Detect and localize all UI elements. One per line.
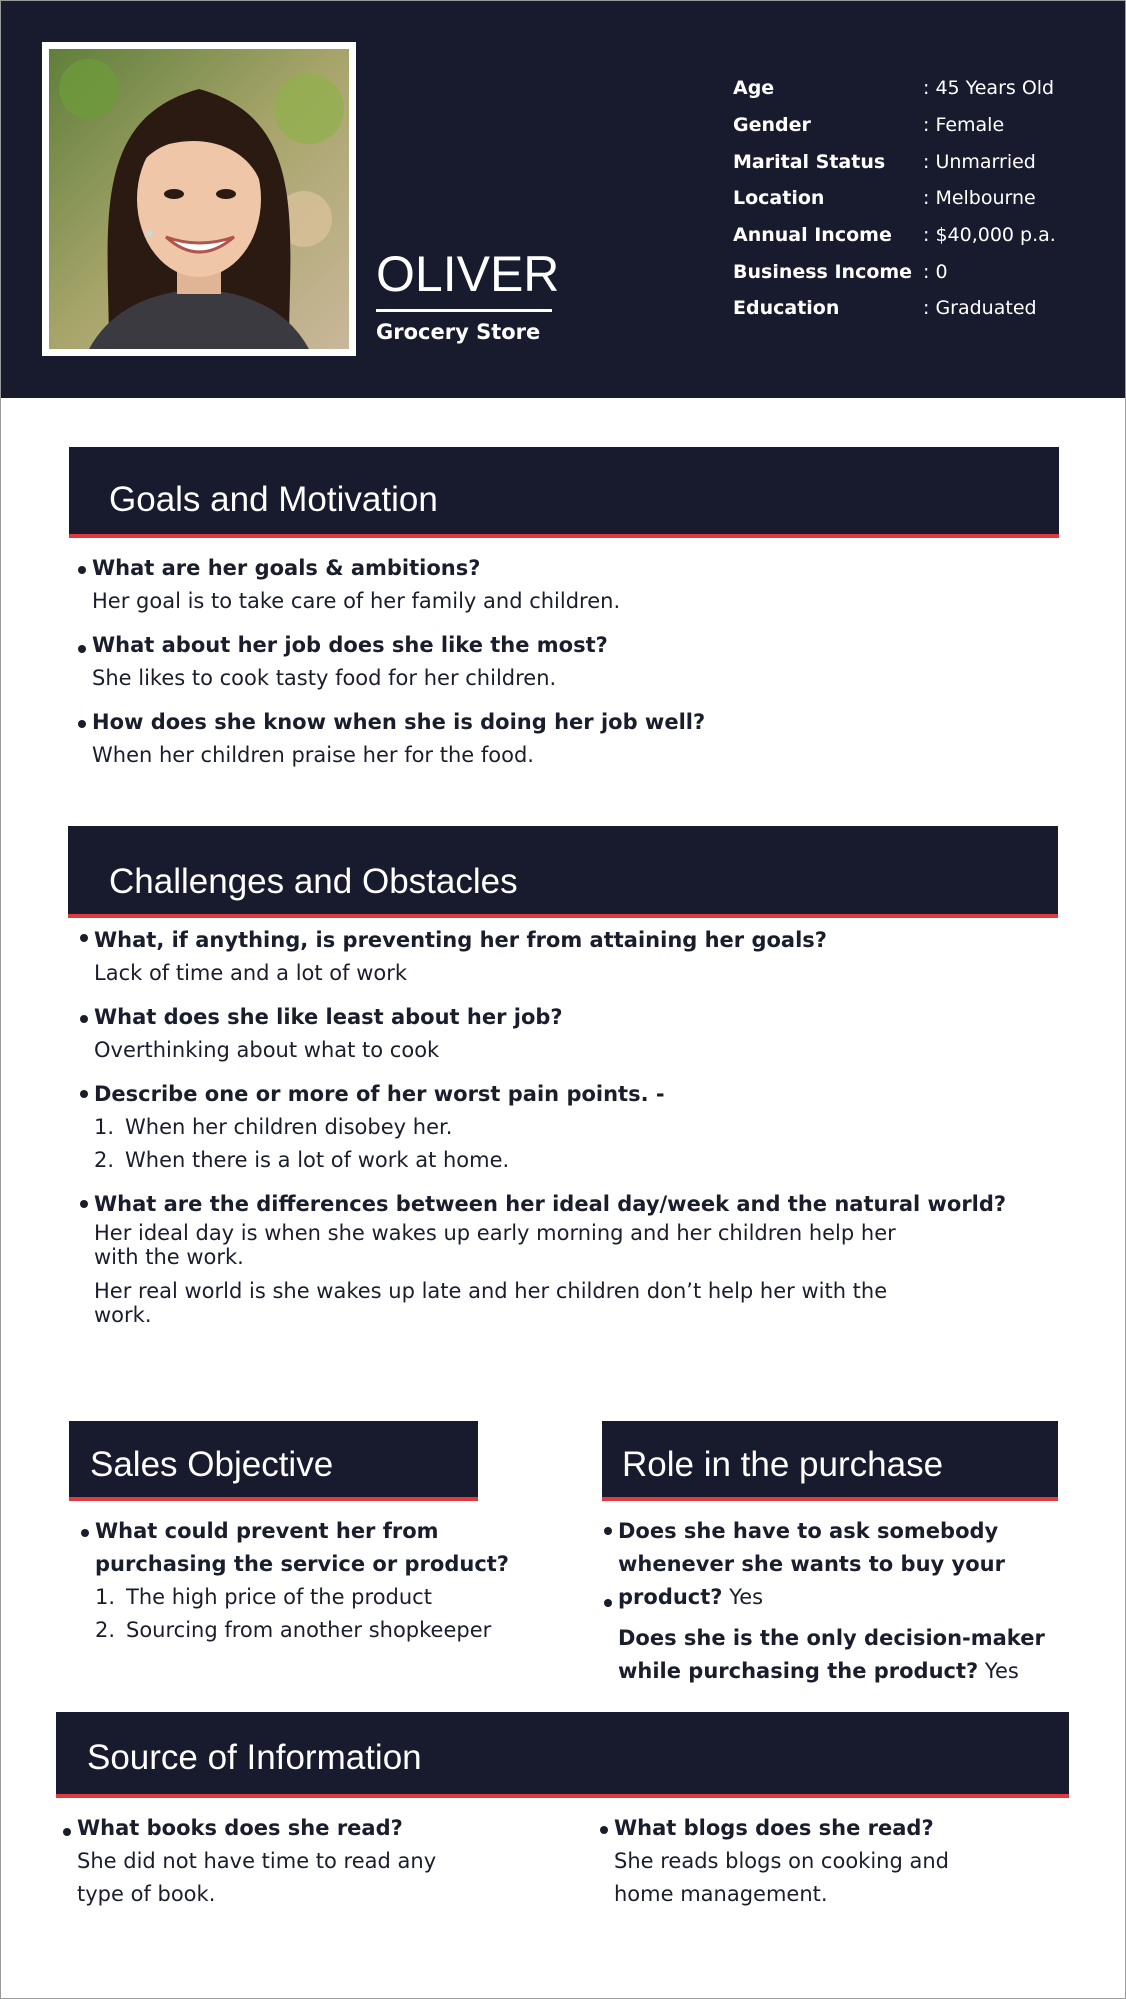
bullet-icon <box>604 1599 612 1607</box>
goals-item <box>92 629 1052 695</box>
info-value: : Melbourne <box>923 187 1036 210</box>
challenges-question: What are the differences between her ideal day/week and the natural world? <box>94 1192 1007 1216</box>
challenges-answer: Lack of time and a lot of work <box>94 961 408 985</box>
list-number: 1. <box>95 1585 116 1609</box>
pain-point-item <box>94 1144 1084 1177</box>
answer-line: work. <box>94 1303 152 1327</box>
info-row-marital-status <box>733 143 1113 180</box>
info-key: Business Income <box>733 260 913 283</box>
bullet-icon <box>78 566 86 574</box>
sales-reason-item <box>95 1581 565 1614</box>
sales-question: What could prevent her from <box>95 1519 439 1543</box>
goals-answer: When her children praise her for the food. <box>92 743 534 767</box>
answer-line: Her real world is she wakes up late and her children don’t help her with the <box>94 1279 888 1303</box>
profile-photo-frame <box>42 42 356 356</box>
challenges-question: What, if anything, is preventing her from attaining her goals? <box>94 928 827 952</box>
source-blogs <box>614 1812 1094 1911</box>
sales-list <box>95 1515 565 1647</box>
info-row-gender <box>733 107 1113 144</box>
bullet-icon <box>600 1826 608 1834</box>
role-question: whenever she wants to buy your <box>618 1552 1005 1576</box>
bullet-icon <box>604 1527 612 1535</box>
info-row-age <box>733 70 1113 107</box>
persona-name: OLIVER <box>376 246 560 302</box>
info-value: : $40,000 p.a. <box>923 224 1056 247</box>
role-question: product? <box>618 1585 723 1609</box>
info-row-education <box>733 290 1113 327</box>
bullet-icon <box>81 1529 89 1537</box>
goals-answer: She likes to cook tasty food for her children. <box>92 666 557 690</box>
challenges-item <box>94 1188 1084 1327</box>
goals-item <box>92 706 1052 772</box>
sales-reason-text: Sourcing from another shopkeeper <box>126 1618 492 1642</box>
challenges-question: Describe one or more of her worst pain points. - <box>94 1082 665 1106</box>
challenges-section-title: Challenges and Obstacles <box>109 862 518 901</box>
goals-answer: Her goal is to take care of her family and children. <box>92 589 621 613</box>
info-row-business-income <box>733 253 1113 290</box>
list-number: 1. <box>94 1115 115 1139</box>
info-value: : Female <box>923 114 1005 137</box>
role-question: while purchasing the product? <box>618 1659 979 1683</box>
info-key: Education <box>733 297 840 320</box>
goals-item <box>92 552 1052 618</box>
demographics-list <box>733 70 1113 327</box>
info-row-annual-income <box>733 217 1113 254</box>
persona-role: Grocery Store <box>376 320 541 344</box>
answer-line: Her ideal day is when she wakes up early morning and her children help her <box>94 1221 896 1245</box>
sales-reason-text: The high price of the product <box>126 1585 432 1609</box>
sales-item <box>95 1515 565 1647</box>
bullet-icon <box>80 1015 88 1023</box>
goals-question: What are her goals & ambitions? <box>92 556 481 580</box>
role-question: Does she have to ask somebody <box>618 1519 999 1543</box>
bullet-icon <box>63 1828 71 1836</box>
info-key: Gender <box>733 114 811 137</box>
info-value: : Graduated <box>923 297 1037 320</box>
answer-line: with the work. <box>94 1245 244 1269</box>
role-answer: Yes <box>729 1585 764 1609</box>
info-row-location <box>733 180 1113 217</box>
role-answer: Yes <box>984 1659 1019 1683</box>
source-books <box>77 1812 557 1911</box>
pain-point-item <box>94 1111 1084 1144</box>
sales-question: purchasing the service or product? <box>95 1552 509 1576</box>
role-question: Does she is the only decision-maker <box>618 1626 1045 1650</box>
role-question-line <box>618 1655 1088 1688</box>
role-section-title: Role in the purchase <box>622 1445 944 1484</box>
name-underline <box>376 309 552 312</box>
pain-point-text: When her children disobey her. <box>125 1115 453 1139</box>
profile-header <box>0 0 1126 398</box>
info-key: Marital Status <box>733 150 886 173</box>
bullet-icon <box>80 1090 88 1098</box>
sales-section-title: Sales Objective <box>90 1445 334 1484</box>
challenges-item <box>94 1001 1084 1067</box>
challenges-question: What does she like least about her job? <box>94 1005 563 1029</box>
info-value: : 45 Years Old <box>923 77 1055 100</box>
info-key: Location <box>733 187 825 210</box>
bullet-icon <box>80 934 88 942</box>
goals-question: What about her job does she like the most? <box>92 633 608 657</box>
info-key: Annual Income <box>733 224 892 247</box>
books-answer: type of book. <box>77 1882 216 1906</box>
bullet-icon <box>78 645 86 653</box>
source-section-title: Source of Information <box>87 1738 422 1777</box>
blogs-question: What blogs does she read? <box>614 1816 934 1840</box>
books-answer: She did not have time to read any <box>77 1849 437 1873</box>
bullet-icon <box>78 720 86 728</box>
role-list <box>618 1515 1088 1688</box>
pain-point-text: When there is a lot of work at home. <box>125 1148 510 1172</box>
info-value: : 0 <box>923 260 948 283</box>
list-number: 2. <box>94 1148 115 1172</box>
goals-question: How does she know when she is doing her job well? <box>92 710 706 734</box>
info-key: Age <box>733 77 775 100</box>
books-question: What books does she read? <box>77 1816 403 1840</box>
challenges-answer <box>94 1221 1084 1327</box>
challenges-item <box>94 1078 1084 1177</box>
profile-photo <box>49 49 349 349</box>
challenges-answer: Overthinking about what to cook <box>94 1038 440 1062</box>
bullet-icon <box>80 1200 88 1208</box>
sales-reason-item <box>95 1614 565 1647</box>
role-question-line <box>618 1581 1088 1614</box>
goals-section-title: Goals and Motivation <box>109 480 438 519</box>
role-item <box>618 1515 1088 1688</box>
challenges-list <box>94 924 1084 1327</box>
blogs-answer: She reads blogs on cooking and <box>614 1849 949 1873</box>
info-value: : Unmarried <box>923 150 1036 173</box>
challenges-item <box>94 924 1084 990</box>
list-number: 2. <box>95 1618 116 1642</box>
goals-list <box>92 552 1052 772</box>
blogs-answer: home management. <box>614 1882 828 1906</box>
